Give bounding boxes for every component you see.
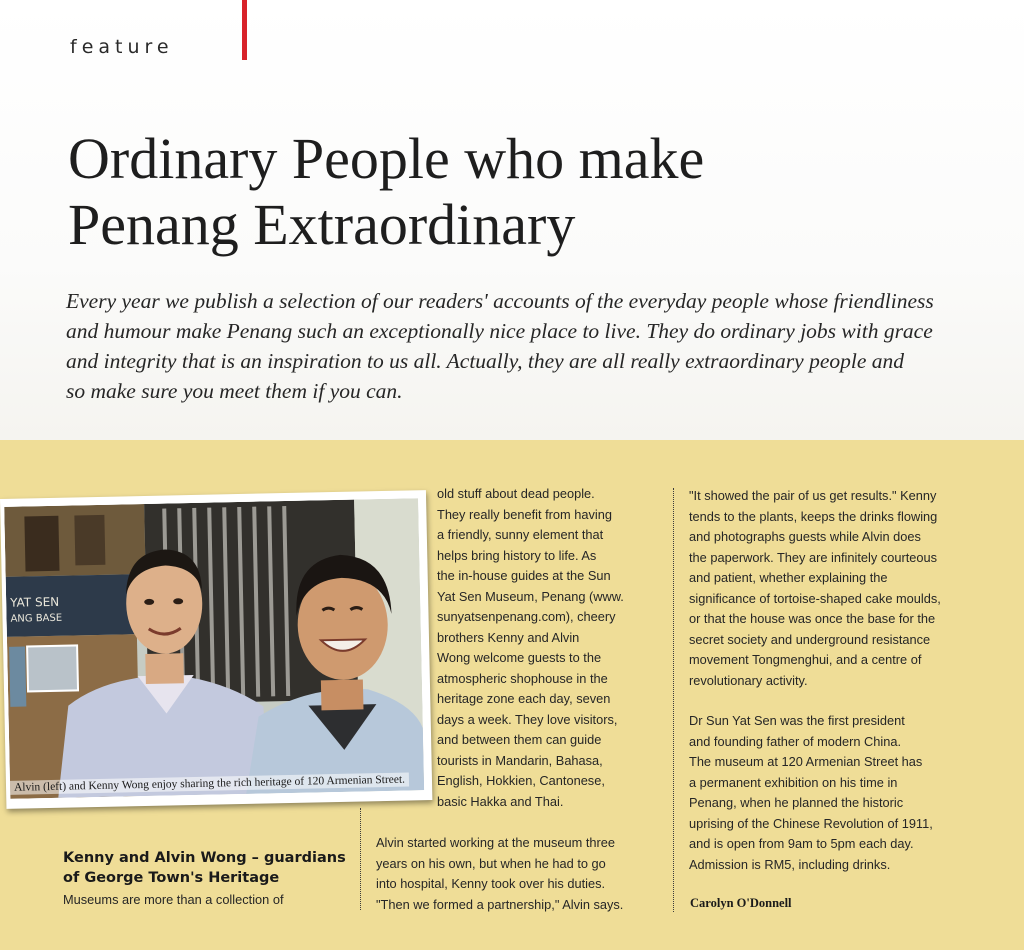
column-2-top (437, 484, 624, 812)
text-line: atmospheric shophouse in the (437, 670, 608, 686)
text-line: The museum at 120 Armenian Street has (689, 754, 923, 769)
column-2-bottom (376, 833, 623, 915)
column-divider (673, 488, 674, 912)
text-line: Penang, when he planned the historic (689, 795, 904, 810)
text-line: the in-house guides at the Sun (437, 568, 611, 583)
text-line: secret society and underground resistance (689, 631, 931, 647)
text-line: tends to the plants, keeps the drinks flowing (689, 508, 938, 524)
text-line: significance of tortoise-shaped cake moulds, (689, 590, 941, 606)
text-line: or that the house was once the base for the (689, 611, 936, 626)
text-line: into hospital, Kenny took over his duties. (376, 876, 606, 891)
text-line: Museums are more than a collection of (63, 892, 284, 907)
text-line: They really benefit from having (437, 506, 612, 522)
text-line: "Then we formed a partnership," Alvin says. (376, 896, 624, 912)
text-line: heritage zone each day, seven (437, 691, 611, 706)
text-line: English, Hokkien, Cantonese, (437, 773, 605, 788)
byline: Carolyn O'Donnell (690, 896, 792, 910)
column-1 (63, 890, 284, 911)
text-line: Dr Sun Yat Sen was the first president (689, 713, 905, 728)
text-line: and founding father of modern China. (689, 733, 902, 749)
photo-caption: Alvin (left) and Kenny Wong enjoy sharing the rich heritage of 120 Armenian Street. (10, 772, 409, 794)
text-line: old stuff about dead people. (437, 486, 595, 501)
text-line: a friendly, sunny element that (437, 527, 604, 542)
text-line: Alvin started working at the museum three (376, 835, 615, 850)
intro-line: and integrity that is an inspiration to us all. Actually, they are all really extraordinary people and (66, 349, 905, 373)
text-line: a permanent exhibition on his time in (689, 774, 898, 790)
intro-line: Every year we publish a selection of our readers' accounts of the everyday people whose friendliness (66, 289, 934, 313)
text-line: and photographs guests while Alvin does (689, 529, 921, 544)
intro-line: and humour make Penang such an exceptionally nice place to live. They do ordinary jobs with grace (66, 319, 933, 343)
column-3-top (689, 486, 941, 691)
intro-line: so make sure you meet them if you can. (66, 379, 403, 403)
text-line: "It showed the pair of us get results." Kenny (689, 488, 937, 503)
text-line: sunyatsenpenang.com), cheery (437, 609, 616, 624)
column-3-bottom (689, 711, 933, 875)
text-line: and between them can guide (437, 732, 602, 747)
text-line: Wong welcome guests to the (437, 650, 602, 665)
section-accent-bar (242, 0, 247, 60)
text-line: brothers Kenny and Alvin (437, 629, 580, 645)
text-line: uprising of the Chinese Revolution of 1911, (689, 815, 933, 831)
photo-frame (0, 490, 432, 809)
text-line: tourists in Mandarin, Bahasa, (437, 752, 603, 768)
text-line: revolutionary activity. (689, 672, 808, 688)
text-line: days a week. They love visitors, (437, 711, 618, 727)
story-title: Kenny and Alvin Wong – guardians of George Town's Heritage (63, 850, 346, 886)
headline-line-1: Ordinary People who make (68, 126, 705, 191)
photo-illustration (4, 498, 424, 799)
headline-line-2: Penang Extraordinary (68, 192, 576, 257)
museum-sign-text: YAT SEN (10, 594, 60, 610)
text-line: Admission is RM5, including drinks. (689, 856, 891, 872)
intro-paragraph (66, 286, 966, 406)
section-label: feature (70, 36, 174, 58)
photo (4, 498, 424, 799)
text-line: and is open from 9am to 5pm each day. (689, 836, 914, 851)
museum-sign-text: ANG BASE (10, 612, 63, 625)
text-line: years on his own, but when he had to go (376, 855, 606, 871)
column-divider (360, 808, 361, 910)
text-line: and patient, whether explaining the (689, 570, 888, 585)
text-line: movement Tongmenghui, and a centre of (689, 652, 922, 667)
text-line: the paperwork. They are infinitely courteous (689, 549, 938, 565)
headline (68, 126, 968, 258)
text-line: Yat Sen Museum, Penang (www. (437, 588, 624, 604)
text-line: helps bring history to life. As (437, 547, 597, 563)
text-line: basic Hakka and Thai. (437, 793, 564, 809)
